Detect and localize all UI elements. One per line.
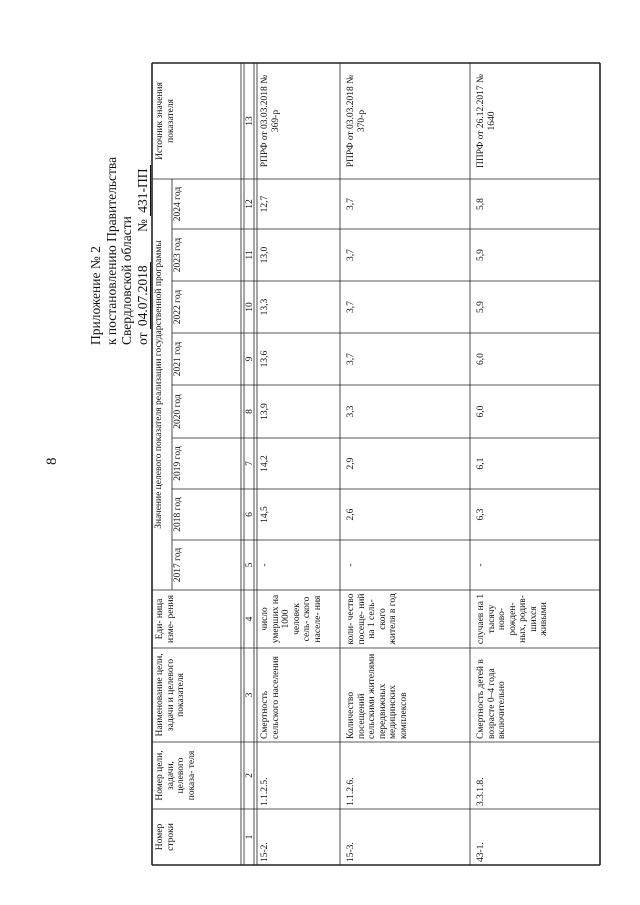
value-2024: 3,7 — [346, 198, 356, 210]
value-2022: 5,9 — [476, 301, 486, 313]
value-2022: 3,7 — [346, 301, 356, 313]
value-2022: 13,3 — [260, 298, 270, 316]
column-number: 6 — [245, 512, 255, 517]
value-2021: 13,6 — [260, 350, 270, 368]
unit-of-measure: число умерших на 1000 человек сель- ского населе- ния — [260, 594, 323, 644]
header-year-2022: 2022 год — [173, 289, 183, 325]
header-year-2024: 2024 год — [173, 186, 183, 222]
value-2024: 5,8 — [476, 198, 486, 210]
value-2018: 6,3 — [476, 508, 486, 521]
appendix-subtitle: к постановлению Правительства — [103, 156, 119, 345]
value-2024: 12,7 — [260, 195, 270, 213]
value-2020: 6,0 — [476, 405, 486, 418]
header-year-2021: 2021 год — [173, 341, 183, 377]
value-2019: 2,9 — [346, 457, 356, 470]
column-number: 13 — [245, 116, 255, 126]
header-goal-number: Номер цели, задачи, целевого показа- теля — [155, 750, 197, 801]
value-2020: 3,3 — [346, 405, 356, 418]
header-year-2018: 2018 год — [173, 497, 183, 532]
goal-name: Количество посещений сельскими жителями передвижных медицинских комплексов — [346, 653, 409, 739]
goal-number: 1.1.2.5. — [260, 777, 270, 806]
header-goal-name: Наименование цели, задачи и целевого показателя — [155, 653, 186, 737]
header-year-2020: 2020 год — [173, 394, 183, 429]
value-2021: 6,0 — [476, 353, 486, 365]
header-year-2017: 2017 год — [173, 547, 183, 583]
value-2019: 14,2 — [260, 455, 270, 472]
number-sign: № — [134, 219, 150, 233]
header-target-values: Значение целевого показателя реализации государственной программы — [154, 240, 164, 529]
header-year-2019: 2019 год — [173, 446, 183, 481]
header-year-2023: 2023 год — [173, 237, 183, 273]
column-number: 10 — [245, 302, 255, 312]
value-2017: - — [476, 563, 486, 567]
value-2023: 13,0 — [260, 246, 270, 264]
value-2018: 14,5 — [260, 506, 270, 523]
unit-of-measure: случаев на 1 тысячу ново- рожден- ных, родив- шихся живыми — [476, 593, 549, 645]
column-number: 7 — [245, 461, 255, 466]
column-number: 12 — [245, 199, 255, 209]
row-number: 15-2. — [260, 842, 270, 862]
decree-date: 04.07.2018 — [135, 262, 152, 329]
column-number: 2 — [245, 773, 255, 778]
row-number: 43-1. — [476, 842, 486, 862]
from-label: от — [134, 332, 150, 345]
goal-number: 1.1.2.6. — [346, 777, 356, 806]
value-2020: 13,9 — [260, 403, 270, 420]
column-number: 3 — [245, 692, 255, 698]
header-source: Источник значения показателя — [155, 82, 176, 160]
decree-number: 431-ПП — [135, 166, 152, 216]
goal-number: 3.3.1.8. — [476, 777, 486, 806]
value-2018: 2,6 — [346, 508, 356, 521]
header-row-number: Номер строки — [155, 823, 176, 851]
appendix-region: Свердловской области — [119, 216, 134, 345]
value-source: РПРФ от 03.03.2018 № 369-р — [260, 74, 281, 168]
value-2017: - — [260, 563, 270, 567]
column-number: 5 — [245, 562, 255, 568]
column-number: 4 — [245, 616, 255, 622]
value-2023: 5,9 — [476, 249, 486, 261]
goal-name: Смертность сельского населения — [260, 656, 281, 739]
value-source: РПРФ от 03.03.2018 № 370-р — [346, 74, 367, 168]
appendix-title: Приложение № 2 — [88, 246, 103, 345]
column-number: 11 — [245, 250, 255, 260]
value-source: ППРФ от 26.12.2017 № 1640 — [476, 73, 497, 169]
value-2017: - — [346, 563, 356, 567]
column-number: 9 — [245, 356, 255, 362]
value-2023: 3,7 — [346, 249, 356, 261]
goal-name: Смертность детей в возрасте 0–4 года включительно — [476, 659, 507, 739]
row-number: 15-3. — [346, 842, 356, 862]
page-number: 8 — [44, 457, 60, 465]
column-number: 1 — [245, 834, 255, 840]
header-unit: Еди- ница изме- рения — [155, 595, 176, 643]
unit-of-measure: коли- чество посеще- ний на 1 сель- ского жителя в год — [346, 593, 398, 645]
column-number: 8 — [245, 409, 255, 414]
value-2021: 3,7 — [346, 353, 356, 365]
value-2019: 6,1 — [476, 457, 486, 470]
